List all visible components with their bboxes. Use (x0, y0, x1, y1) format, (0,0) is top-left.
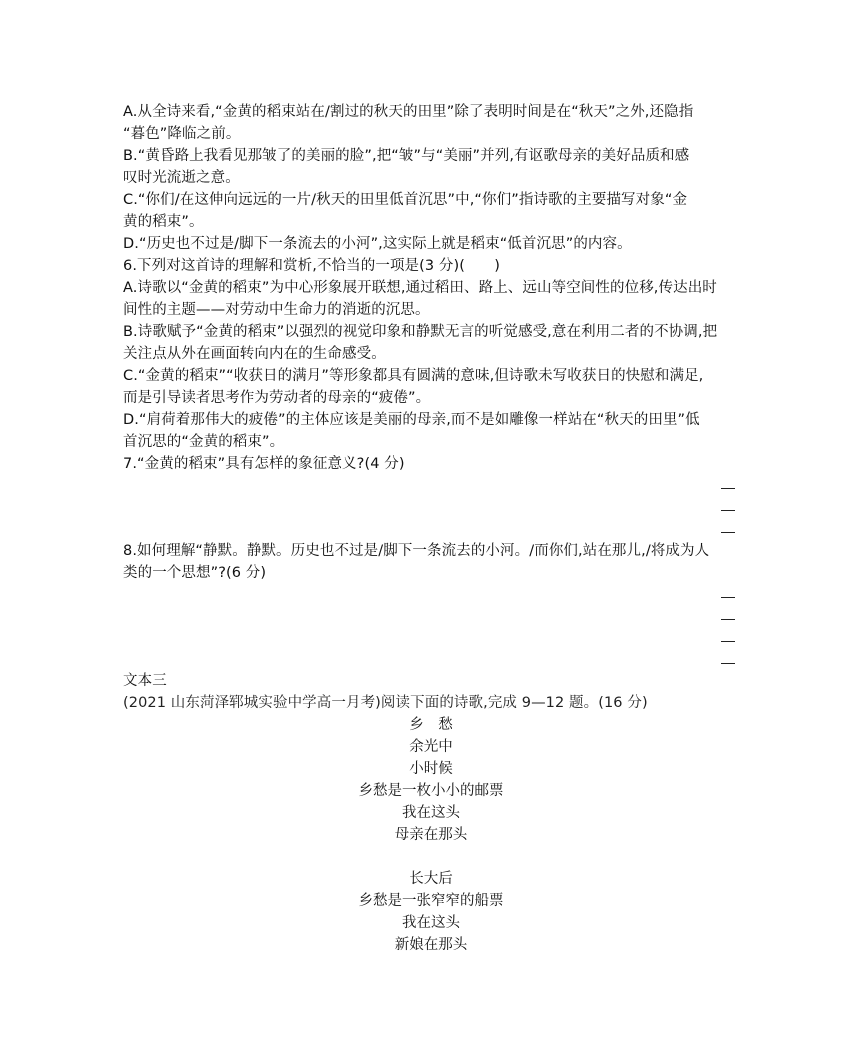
passage-source: (2021 山东菏泽郓城实验中学高一月考)阅读下面的诗歌,完成 9—12 题。(16 分) (123, 695, 648, 711)
section-heading: 文本三 (123, 673, 167, 689)
poem-line: 我在这头 (402, 805, 460, 821)
q6-option-c-line2: 而是引导读者思考作为劳动者的母亲的“疲倦”。 (123, 390, 431, 406)
q7-answer-line-2 (721, 510, 735, 511)
q5-option-a-line1: A.从全诗来看,“金黄的稻束站在/割过的秋天的田里”除了表明时间是在“秋天”之外,还隐指 (123, 104, 694, 120)
q5-option-a-line2: “暮色”降临之前。 (123, 126, 241, 142)
q5-option-b-line2: 叹时光流逝之意。 (123, 170, 240, 186)
poem-title: 乡 愁 (409, 717, 453, 733)
q8-answer-line-3 (721, 641, 735, 642)
poem-line: 小时候 (409, 761, 453, 777)
q7-stem: 7.“金黄的稻束”具有怎样的象征意义?(4 分) (123, 456, 405, 472)
q8-stem-line1: 8.如何理解“静默。静默。历史也不过是/脚下一条流去的小河。/而你们,站在那儿,/将成为人 (123, 543, 710, 559)
q8-answer-line-4 (721, 663, 735, 664)
q8-answer-line-1 (721, 597, 735, 598)
q6-option-b-line2: 关注点从外在画面转向内在的生命感受。 (123, 346, 386, 362)
poem-line: 新娘在那头 (394, 937, 468, 953)
q7-answer-line-3 (721, 532, 735, 533)
q5-option-b-line1: B.“黄昏路上我看见那皱了的美丽的脸”,把“皱”与“美丽”并列,有讴歌母亲的美好品质和感 (123, 148, 690, 164)
q6-stem: 6.下列对这首诗的理解和赏析,不恰当的一项是(3 分)( ) (123, 258, 501, 274)
q6-option-d-line2: 首沉思的“金黄的稻束”。 (123, 434, 285, 450)
q8-answer-line-2 (721, 619, 735, 620)
q8-stem-line2: 类的一个思想”?(6 分) (123, 565, 267, 581)
q5-option-c-line2: 黄的稻束”。 (123, 214, 204, 230)
q6-option-a-line2: 间性的主题——对劳动中生命力的消逝的沉思。 (123, 302, 430, 318)
q5-option-c-line1: C.“你们/在这伸向远远的一片/秋天的田里低首沉思”中,“你们”指诗歌的主要描写对象“金 (123, 192, 688, 208)
poem-line: 我在这头 (402, 915, 460, 931)
q6-option-d-line1: D.“肩荷着那伟大的疲倦”的主体应该是美丽的母亲,而不是如雕像一样站在“秋天的田里”低 (123, 412, 700, 428)
poem-line: 长大后 (409, 871, 453, 887)
q6-option-c-line1: C.“金黄的稻束”“收获日的满月”等形象都具有圆满的意味,但诗歌未写收获日的快慰和满足, (123, 368, 704, 384)
q5-option-d-line1: D.“历史也不过是/脚下一条流去的小河”,这实际上就是稻束“低首沉思”的内容。 (123, 236, 632, 252)
poem-line: 母亲在那头 (394, 827, 468, 843)
q7-answer-line-1 (721, 488, 735, 489)
poem-line: 乡愁是一张窄窄的船票 (358, 893, 504, 909)
q6-option-b-line1: B.诗歌赋予“金黄的稻束”以强烈的视觉印象和静默无言的听觉感受,意在利用二者的不协调,把 (123, 324, 718, 340)
poem-author: 余光中 (409, 739, 453, 755)
q6-option-a-line1: A.诗歌以“金黄的稻束”为中心形象展开联想,通过稻田、路上、远山等空间性的位移,传达出时 (123, 280, 717, 296)
poem-line: 乡愁是一枚小小的邮票 (358, 783, 504, 799)
